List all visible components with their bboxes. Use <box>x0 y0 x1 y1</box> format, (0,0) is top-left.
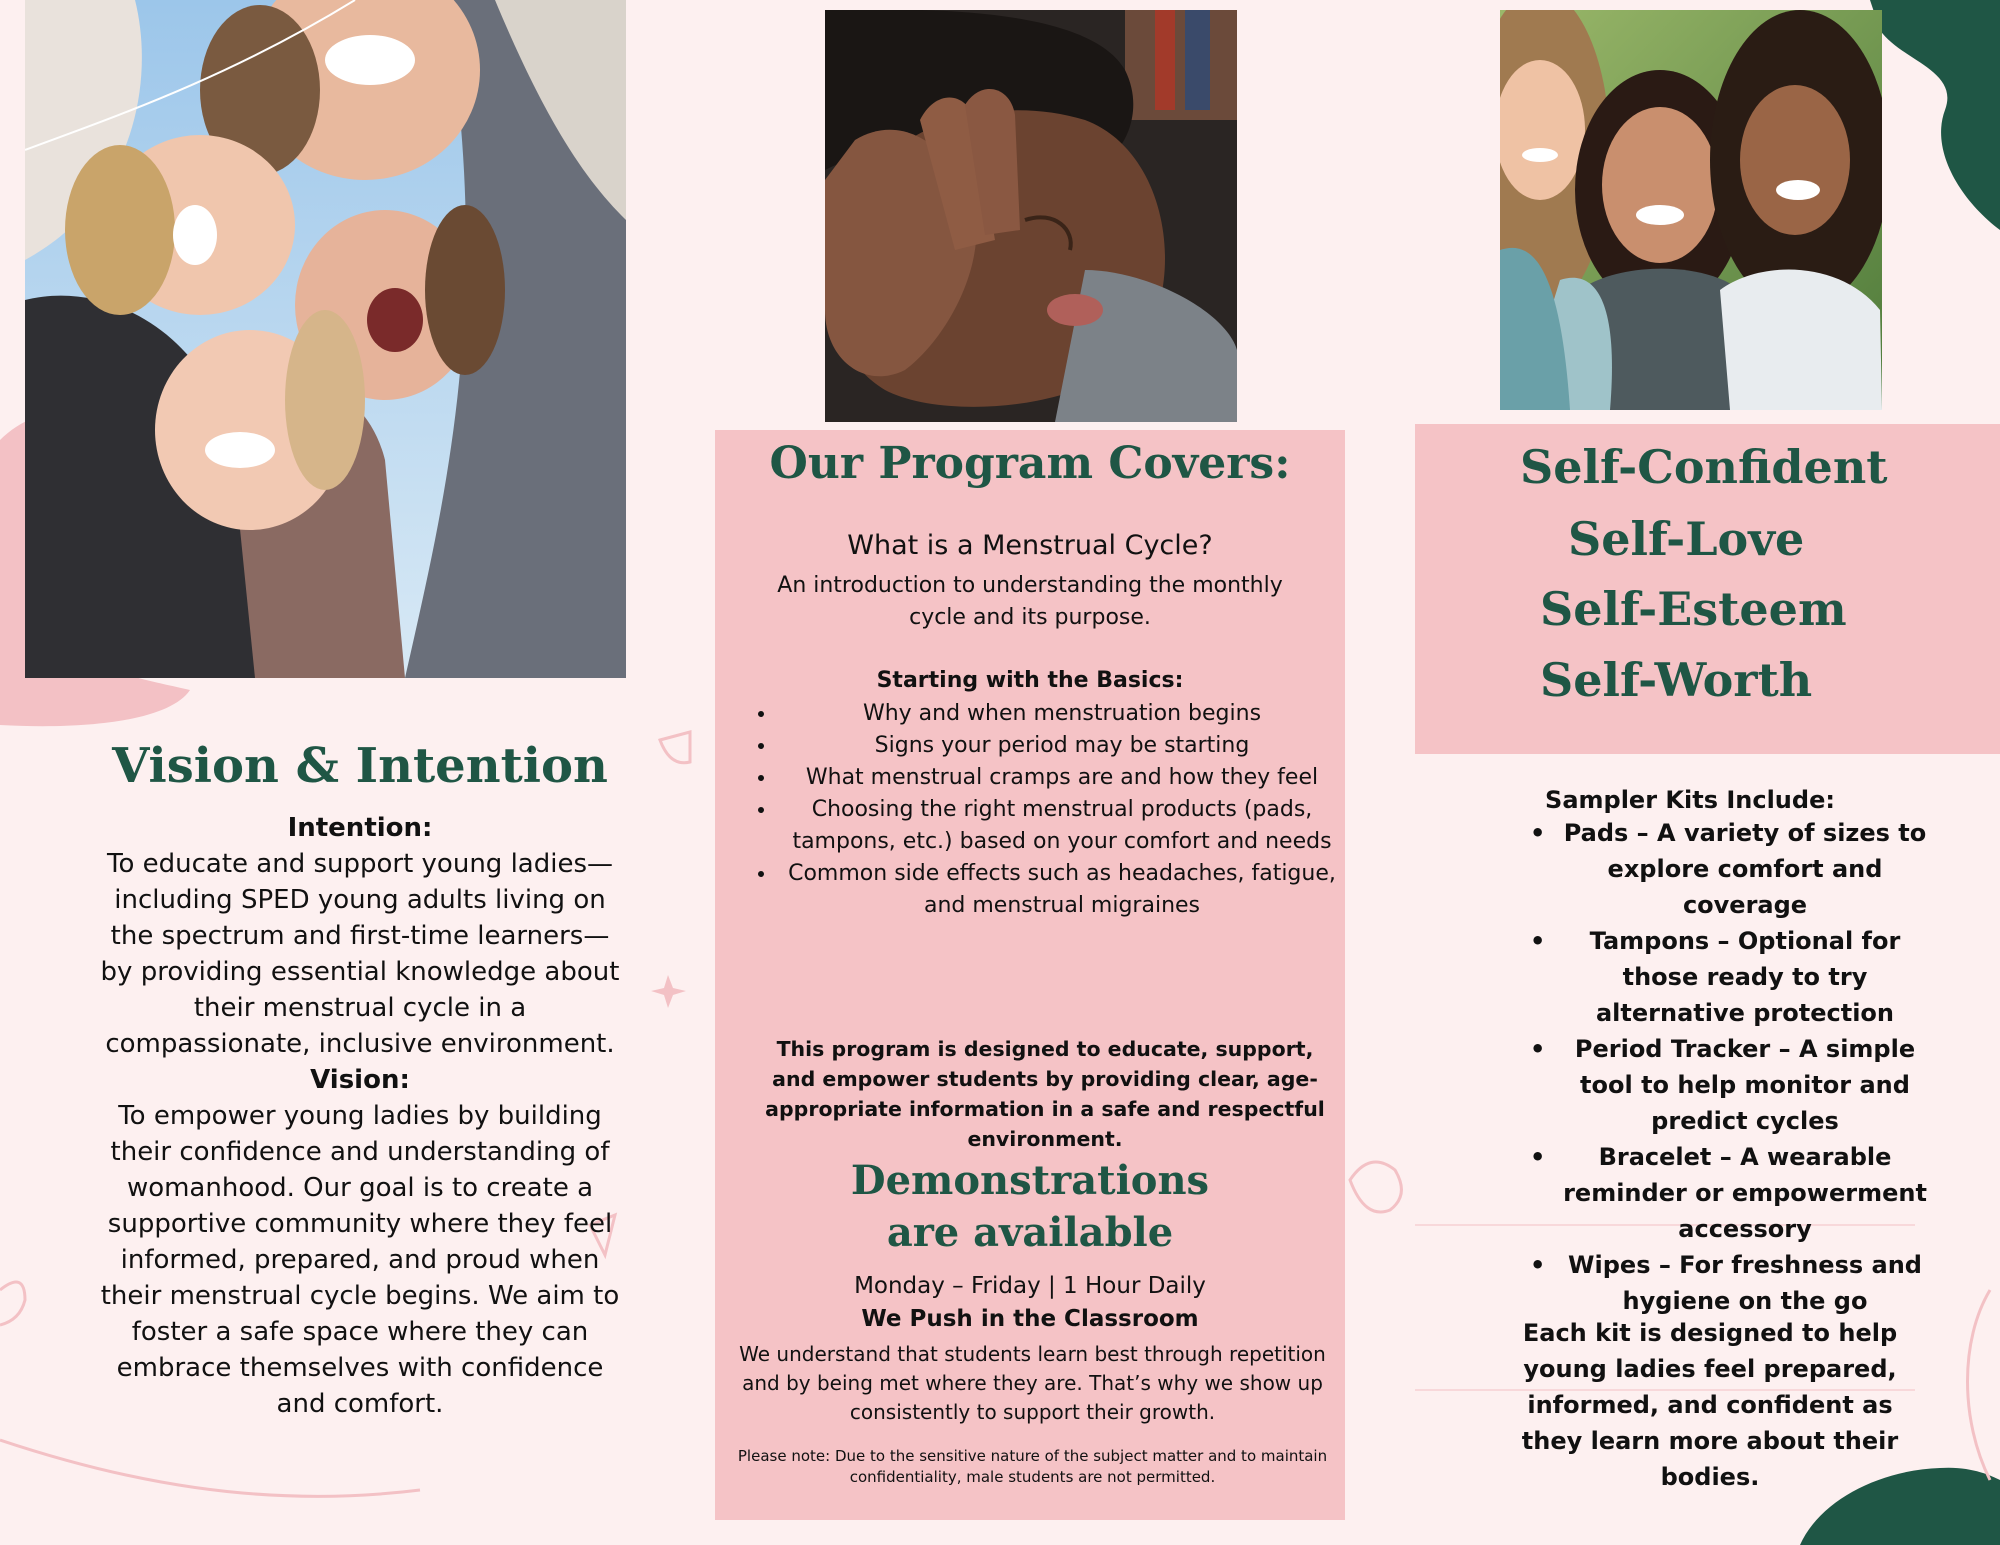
program-title: Our Program Covers: <box>769 438 1291 489</box>
self-confident-word: Self-Confident <box>1520 440 1888 494</box>
self-worth-word: Self-Worth <box>1540 653 1813 707</box>
cycle-intro: An introduction to understanding the monthly cycle and its purpose. <box>777 573 1283 630</box>
list-item: • What menstrual cramps are and how they feel <box>777 762 1337 794</box>
demonstrations-line-1: Demonstrations <box>850 1157 1210 1204</box>
program-note: This program is designed to educate, support, and empower students by providing clear, age-appropriate information in a safe and respectful environment. <box>765 1037 1325 1151</box>
list-item: • Signs your period may be starting <box>777 730 1337 762</box>
photo-girls-huddle <box>25 0 626 678</box>
intention-label: Intention: <box>287 813 433 843</box>
learning-statement: We understand that students learn best through repetition and by being met where they are. That’s why we show up consistently to support their growth. <box>739 1342 1326 1424</box>
list-item: • Bracelet – A wearable reminder or empowerment accessory <box>1540 1139 1930 1247</box>
vision-text: To empower young ladies by building their confidence and understanding of womanhood. Our goal is to create a supportive community where they feel informed, prepared, and proud when their menstrual cycle begins. We aim to foster a safe space where they can embrace themselves with confidence and comfort. <box>100 1101 620 1419</box>
vision-intention-title: Vision & Intention <box>112 738 608 794</box>
photo-smiling-friends <box>1500 10 1882 410</box>
push-in-classroom: We Push in the Classroom <box>861 1306 1199 1332</box>
list-item: • Pads – A variety of sizes to explore comfort and coverage <box>1540 815 1930 923</box>
self-love-word: Self-Love <box>1568 512 1805 566</box>
kit-list <box>1540 815 1930 1319</box>
kit-closing: Each kit is designed to help young ladies feel prepared, informed, and confident as they learn more about their bodies. <box>1521 1319 1899 1491</box>
self-esteem-word: Self-Esteem <box>1540 582 1847 636</box>
basics-list <box>755 698 1337 922</box>
basics-label: Starting with the Basics: <box>876 668 1184 693</box>
demonstrations-line-2: are available <box>886 1209 1174 1256</box>
demonstrations-title <box>715 1155 1345 1259</box>
menstrual-cycle-question: What is a Menstrual Cycle? <box>847 530 1213 561</box>
list-item: • Common side effects such as headaches, fatigue, and menstrual migraines <box>777 858 1337 922</box>
sampler-kits-label: Sampler Kits Include: <box>1545 786 1835 814</box>
vision-intention-body <box>100 810 620 1422</box>
schedule: Monday – Friday | 1 Hour Daily <box>854 1273 1206 1299</box>
list-item: • Wipes – For freshness and hygiene on the go <box>1540 1247 1930 1319</box>
vision-label: Vision: <box>310 1065 410 1095</box>
intention-text: To educate and support young ladies—including SPED young adults living on the spectrum and first-time learners—by providing essential knowledge about their menstrual cycle in a compassionate, inclusive environment. <box>100 849 620 1059</box>
list-item: • Tampons – Optional for those ready to try alternative protection <box>1540 923 1930 1031</box>
list-item: • Choosing the right menstrual products (pads, tampons, etc.) based on your comfort and needs <box>777 794 1337 858</box>
please-note: Please note: Due to the sensitive nature of the subject matter and to maintain confidentiality, male students are not permitted. <box>737 1447 1328 1486</box>
list-item: • Period Tracker – A simple tool to help monitor and predict cycles <box>1540 1031 1930 1139</box>
list-item: • Why and when menstruation begins <box>777 698 1337 730</box>
photo-stressed-girl <box>825 10 1237 422</box>
green-corner-blob-top <box>1870 0 2000 230</box>
